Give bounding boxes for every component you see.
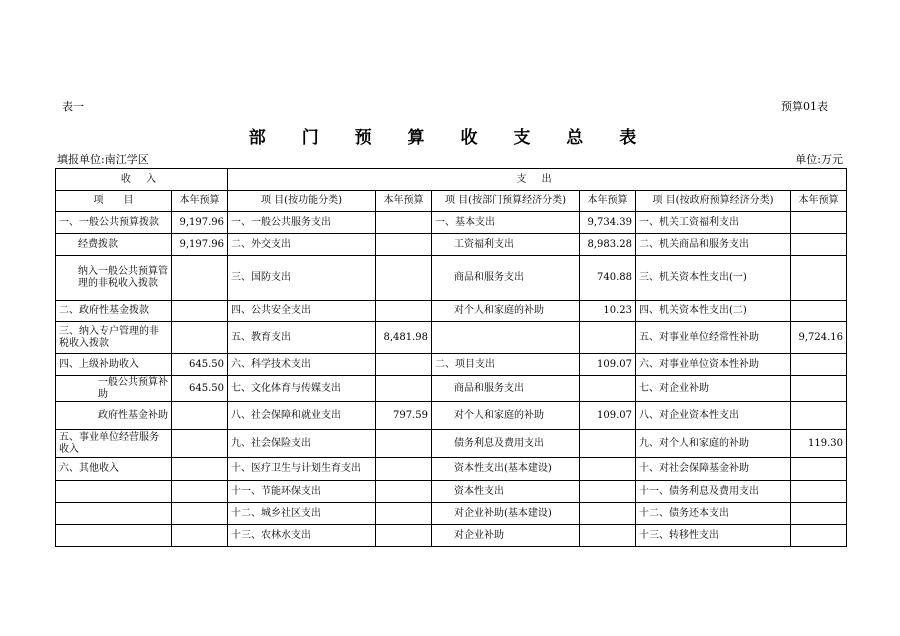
dept-economic-item-cell: 对企业补助: [432, 525, 580, 547]
column-header: 本年预算: [172, 191, 228, 212]
table-row: [56, 525, 847, 547]
function-amount-cell: [376, 212, 432, 234]
function-item-cell: 十一、节能环保支出: [228, 481, 376, 503]
income-item-cell: [56, 503, 172, 525]
table-row: [56, 430, 847, 458]
dept-economic-item-cell: 对个人和家庭的补助: [432, 301, 580, 322]
table-row: [56, 322, 847, 354]
dept-economic-amount-cell: 8,983.28: [580, 234, 636, 256]
gov-economic-amount-cell: [791, 256, 847, 301]
function-item-cell: 九、社会保险支出: [228, 430, 376, 458]
dept-economic-item-cell: 债务利息及费用支出: [432, 430, 580, 458]
currency-unit: 单位:万元: [795, 153, 843, 166]
function-amount-cell: [376, 481, 432, 503]
dept-economic-item-cell: 商品和服务支出: [432, 376, 580, 402]
column-header: 本年预算: [580, 191, 636, 212]
reporting-unit: 填报单位:南江学区: [57, 153, 149, 166]
function-item-cell: 十二、城乡社区支出: [228, 503, 376, 525]
income-item-cell: [56, 481, 172, 503]
dept-economic-item-cell: [432, 322, 580, 354]
gov-economic-item-cell: 四、机关资本性支出(二): [636, 301, 791, 322]
income-item-cell: 一、一般公共预算拨款: [56, 212, 172, 234]
gov-economic-item-cell: 十、对社会保障基金补助: [636, 458, 791, 481]
gov-economic-amount-cell: [791, 301, 847, 322]
gov-economic-item-cell: 五、对事业单位经常性补助: [636, 322, 791, 354]
column-header-row: [56, 191, 847, 212]
income-amount-cell: [172, 301, 228, 322]
income-item-cell: 纳入一般公共预算管理的非税收入拨款: [56, 256, 172, 301]
column-header: 项 目: [56, 191, 172, 212]
gov-economic-amount-cell: [791, 402, 847, 430]
income-item-cell: 三、纳入专户管理的非税收入拨款: [56, 322, 172, 354]
function-item-cell: 一、一般公共服务支出: [228, 212, 376, 234]
income-amount-cell: [172, 458, 228, 481]
dept-economic-amount-cell: [580, 525, 636, 547]
income-amount-cell: [172, 525, 228, 547]
function-item-cell: 八、社会保障和就业支出: [228, 402, 376, 430]
table-row: [56, 503, 847, 525]
gov-economic-amount-cell: 9,724.16: [791, 322, 847, 354]
column-header: 项 目(按政府预算经济分类): [636, 191, 791, 212]
income-amount-cell: [172, 503, 228, 525]
income-amount-cell: 645.50: [172, 354, 228, 376]
dept-economic-amount-cell: 9,734.39: [580, 212, 636, 234]
gov-economic-amount-cell: [791, 458, 847, 481]
function-item-cell: 六、科学技术支出: [228, 354, 376, 376]
income-amount-cell: [172, 430, 228, 458]
dept-economic-item-cell: 商品和服务支出: [432, 256, 580, 301]
function-amount-cell: [376, 503, 432, 525]
column-header: 本年预算: [376, 191, 432, 212]
function-amount-cell: [376, 354, 432, 376]
table-row: [56, 301, 847, 322]
income-group-header: 收 入: [56, 169, 228, 191]
group-header-row: [56, 169, 847, 191]
income-item-cell: 二、政府性基金拨款: [56, 301, 172, 322]
table-row: [56, 402, 847, 430]
table-body: [56, 212, 847, 547]
gov-economic-item-cell: 一、机关工资福利支出: [636, 212, 791, 234]
function-amount-cell: [376, 430, 432, 458]
dept-economic-item-cell: 对企业补助(基本建设): [432, 503, 580, 525]
gov-economic-item-cell: 十一、债务利息及费用支出: [636, 481, 791, 503]
income-item-cell: 四、上级补助收入: [56, 354, 172, 376]
income-item-cell: 五、事业单位经营服务收入: [56, 430, 172, 458]
income-amount-cell: 9,197.96: [172, 212, 228, 234]
income-amount-cell: [172, 322, 228, 354]
gov-economic-item-cell: 八、对企业资本性支出: [636, 402, 791, 430]
function-item-cell: 七、文化体育与传媒支出: [228, 376, 376, 402]
dept-economic-amount-cell: [580, 481, 636, 503]
income-item-cell: [56, 525, 172, 547]
gov-economic-amount-cell: [791, 354, 847, 376]
dept-economic-item-cell: 一、基本支出: [432, 212, 580, 234]
dept-economic-amount-cell: [580, 322, 636, 354]
dept-economic-amount-cell: [580, 503, 636, 525]
gov-economic-amount-cell: 119.30: [791, 430, 847, 458]
income-amount-cell: 9,197.96: [172, 234, 228, 256]
function-amount-cell: [376, 301, 432, 322]
gov-economic-amount-cell: [791, 525, 847, 547]
income-item-cell: 一般公共预算补助: [56, 376, 172, 402]
dept-economic-item-cell: 二、项目支出: [432, 354, 580, 376]
gov-economic-item-cell: 十三、转移性支出: [636, 525, 791, 547]
dept-economic-amount-cell: [580, 376, 636, 402]
dept-economic-amount-cell: [580, 430, 636, 458]
dept-economic-item-cell: 工资福利支出: [432, 234, 580, 256]
dept-economic-item-cell: 资本性支出(基本建设): [432, 458, 580, 481]
dept-economic-item-cell: 对个人和家庭的补助: [432, 402, 580, 430]
gov-economic-amount-cell: [791, 234, 847, 256]
function-item-cell: 十三、农林水支出: [228, 525, 376, 547]
document-title: 部 门 预 算 收 支 总 表: [248, 128, 652, 148]
gov-economic-amount-cell: [791, 212, 847, 234]
income-amount-cell: 645.50: [172, 376, 228, 402]
dept-economic-amount-cell: 10.23: [580, 301, 636, 322]
function-amount-cell: [376, 525, 432, 547]
function-amount-cell: [376, 458, 432, 481]
income-amount-cell: [172, 256, 228, 301]
dept-economic-amount-cell: 740.88: [580, 256, 636, 301]
function-item-cell: 二、外交支出: [228, 234, 376, 256]
dept-economic-item-cell: 资本性支出: [432, 481, 580, 503]
gov-economic-amount-cell: [791, 376, 847, 402]
income-item-cell: 政府性基金补助: [56, 402, 172, 430]
table-row: [56, 481, 847, 503]
function-amount-cell: [376, 256, 432, 301]
table-row: [56, 234, 847, 256]
dept-economic-amount-cell: [580, 458, 636, 481]
form-code: 预算01表: [781, 100, 828, 113]
gov-economic-item-cell: 十二、债务还本支出: [636, 503, 791, 525]
budget-summary-table: [55, 168, 847, 547]
column-header: 本年预算: [791, 191, 847, 212]
function-amount-cell: [376, 234, 432, 256]
function-item-cell: 四、公共安全支出: [228, 301, 376, 322]
income-amount-cell: [172, 402, 228, 430]
dept-economic-amount-cell: 109.07: [580, 354, 636, 376]
function-amount-cell: [376, 376, 432, 402]
income-amount-cell: [172, 481, 228, 503]
function-amount-cell: 797.59: [376, 402, 432, 430]
income-item-cell: 经费拨款: [56, 234, 172, 256]
gov-economic-amount-cell: [791, 481, 847, 503]
column-header: 项 目(按部门预算经济分类): [432, 191, 580, 212]
table-row: [56, 354, 847, 376]
dept-economic-amount-cell: 109.07: [580, 402, 636, 430]
column-header: 项 目(按功能分类): [228, 191, 376, 212]
gov-economic-item-cell: 九、对个人和家庭的补助: [636, 430, 791, 458]
gov-economic-item-cell: 七、对企业补助: [636, 376, 791, 402]
table-row: [56, 256, 847, 301]
gov-economic-amount-cell: [791, 503, 847, 525]
expense-group-header: 支 出: [228, 169, 847, 191]
function-item-cell: 三、国防支出: [228, 256, 376, 301]
gov-economic-item-cell: 二、机关商品和服务支出: [636, 234, 791, 256]
income-item-cell: 六、其他收入: [56, 458, 172, 481]
function-item-cell: 十、医疗卫生与计划生育支出: [228, 458, 376, 481]
gov-economic-item-cell: 三、机关资本性支出(一): [636, 256, 791, 301]
table-row: [56, 458, 847, 481]
table-row: [56, 212, 847, 234]
function-amount-cell: 8,481.98: [376, 322, 432, 354]
table-number: 表一: [62, 100, 84, 113]
gov-economic-item-cell: 六、对事业单位资本性补助: [636, 354, 791, 376]
function-item-cell: 五、教育支出: [228, 322, 376, 354]
table-row: [56, 376, 847, 402]
